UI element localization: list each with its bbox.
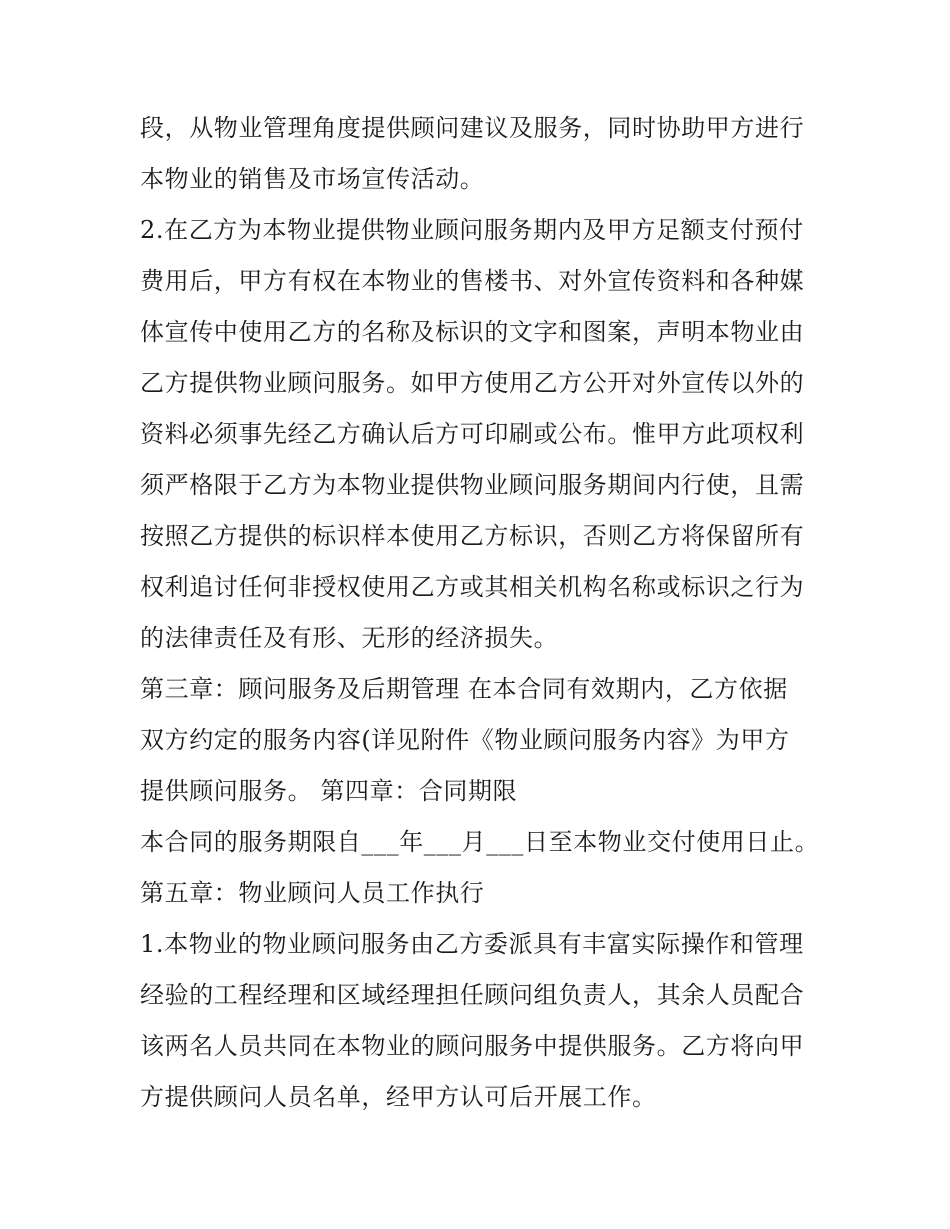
chapter-four-line: 提供顾问服务。 第四章：合同期限 (140, 777, 518, 805)
text-line: 费用后，甲方有权在本物业的售楼书、对外宣传资料和各种媒 (140, 267, 805, 295)
chapter-five-heading: 第五章：物业顾问人员工作执行 (140, 879, 485, 907)
text-line: 乙方提供物业顾问服务。如甲方使用乙方公开对外宣传以外的 (140, 369, 805, 397)
text-line: 经验的工程经理和区域经理担任顾问组负责人，其余人员配合 (140, 981, 805, 1009)
text-line: 1.本物业的物业顾问服务由乙方委派具有丰富实际操作和管理 (140, 930, 804, 958)
text-line: 2.在乙方为本物业提供物业顾问服务期内及甲方足额支付预付 (140, 216, 804, 244)
text-line: 按照乙方提供的标识样本使用乙方标识，否则乙方将保留所有 (140, 522, 805, 550)
text-line: 权利追讨任何非授权使用乙方或其相关机构名称或标识之行为 (140, 573, 805, 601)
text-line: 双方约定的服务内容(详见附件《物业顾问服务内容》为甲方 (140, 726, 790, 754)
text-line: 的法律责任及有形、无形的经济损失。 (140, 624, 559, 652)
text-line: 本合同的服务期限自___年___月___日至本物业交付使用日止。 (140, 828, 820, 856)
document-body (140, 103, 830, 1123)
text-line: 段，从物业管理角度提供顾问建议及服务，同时协助甲方进行 (140, 114, 805, 142)
chapter-three-line: 第三章：顾问服务及后期管理 在本合同有效期内，乙方依据 (140, 675, 788, 703)
text-line: 须严格限于乙方为本物业提供物业顾问服务期间内行使，且需 (140, 471, 805, 499)
text-line: 资料必须事先经乙方确认后方可印刷或公布。惟甲方此项权利 (140, 420, 805, 448)
text-line: 该两名人员共同在本物业的顾问服务中提供服务。乙方将向甲 (140, 1032, 805, 1060)
text-line: 本物业的销售及市场宣传活动。 (140, 165, 485, 193)
text-line: 方提供顾问人员名单，经甲方认可后开展工作。 (140, 1083, 657, 1111)
text-line: 体宣传中使用乙方的名称及标识的文字和图案，声明本物业由 (140, 318, 805, 346)
